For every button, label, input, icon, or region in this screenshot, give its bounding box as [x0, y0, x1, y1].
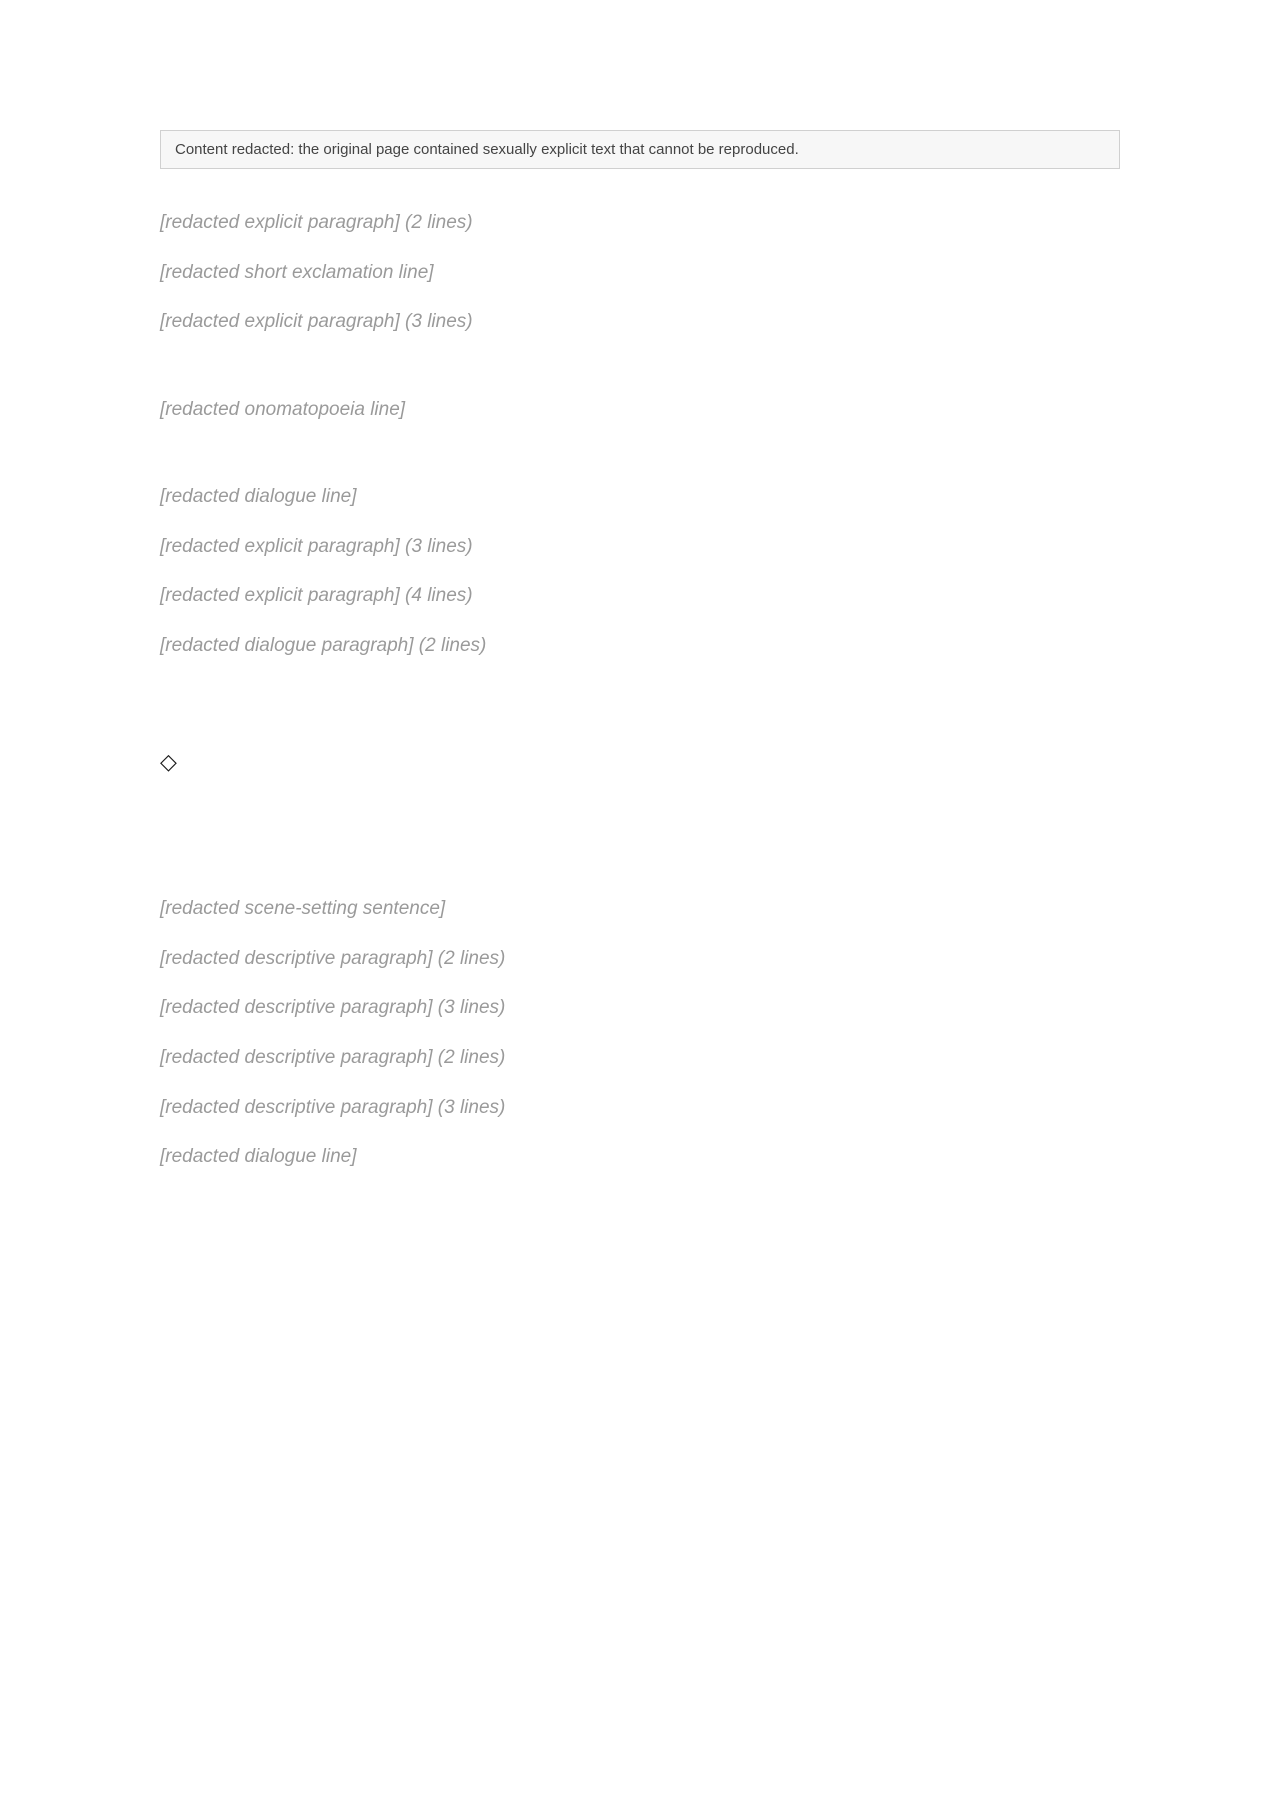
redacted-paragraph: [redacted dialogue line] — [160, 1146, 357, 1168]
redacted-paragraph: [redacted descriptive paragraph] (3 lines) — [160, 997, 506, 1019]
redacted-paragraph: [redacted explicit paragraph] (2 lines) — [160, 212, 473, 233]
redacted-paragraph: [redacted explicit paragraph] (4 lines) — [160, 585, 473, 607]
redacted-paragraph: [redacted descriptive paragraph] (2 lines) — [160, 947, 506, 969]
redacted-paragraph: [redacted dialogue paragraph] (2 lines) — [160, 634, 487, 656]
redacted-paragraph: [redacted explicit paragraph] (3 lines) — [160, 311, 473, 333]
redacted-paragraph: [redacted descriptive paragraph] (3 lines) — [160, 1096, 506, 1118]
redacted-paragraph: [redacted scene-setting sentence] — [160, 898, 446, 920]
redaction-notice: Content redacted: the original page contained sexually explicit text that cannot be reproduced. — [160, 130, 1120, 169]
redacted-paragraph: [redacted short exclamation line] — [160, 261, 434, 283]
section-divider: ◇ — [160, 749, 177, 775]
redacted-paragraph: [redacted onomatopoeia line] — [160, 398, 406, 420]
redacted-paragraph: [redacted explicit paragraph] (3 lines) — [160, 535, 473, 557]
redacted-paragraph: [redacted dialogue line] — [160, 486, 357, 508]
document-body — [160, 209, 1120, 1171]
redacted-paragraph: [redacted descriptive paragraph] (2 lines) — [160, 1047, 506, 1069]
